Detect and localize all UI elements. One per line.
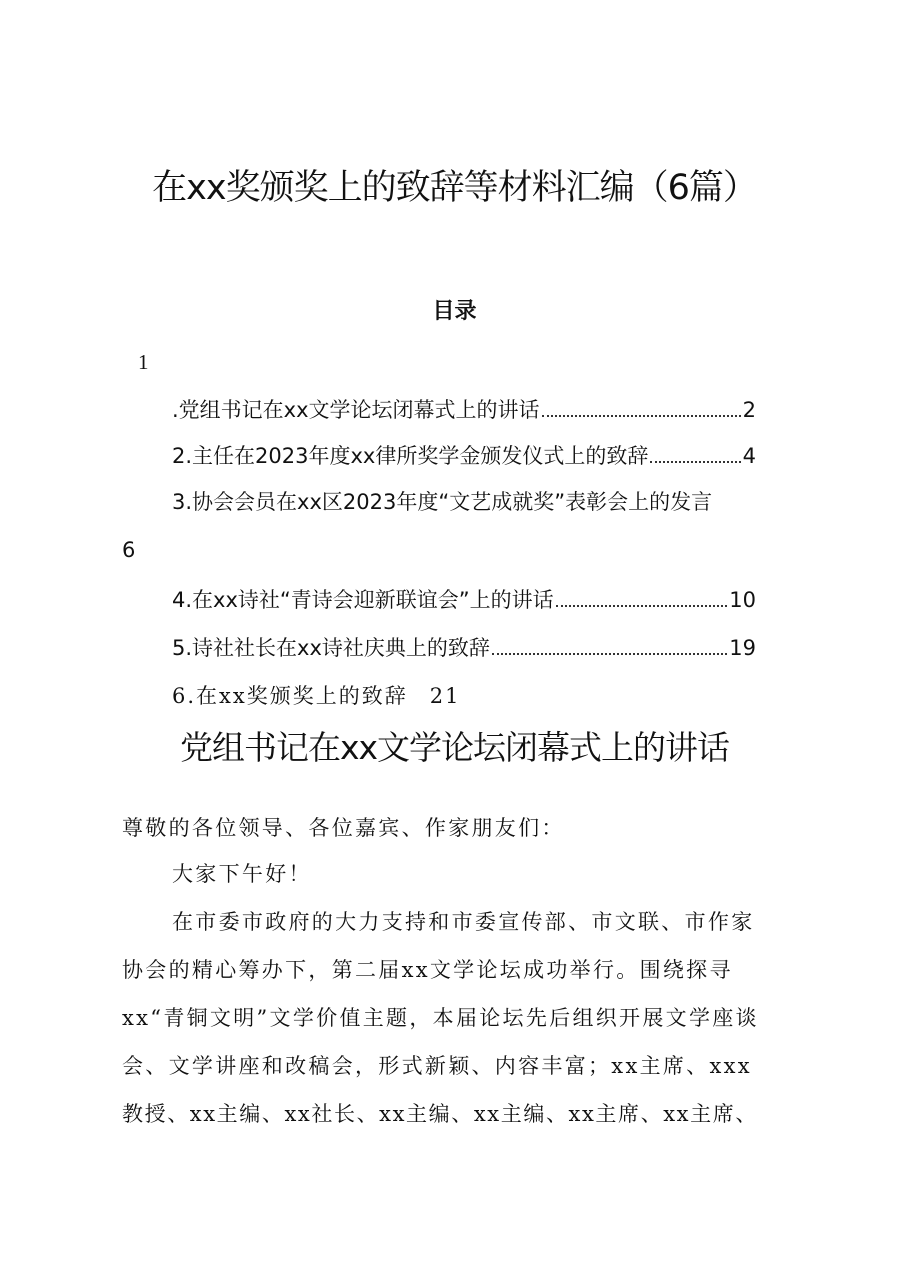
toc-entry-6[interactable] [172,680,460,710]
body-line: 会、文学讲座和改稿会，形式新颖、内容丰富；xx主席、xxx [122,1054,752,1078]
body-line: xx“青铜文明”文学价值主题，本届论坛先后组织开展文学座谈 [122,1006,759,1030]
body-line: 教授、xx主编、xx社长、xx主编、xx主编、xx主席、xx主席、 [122,1102,758,1126]
toc-entry-4[interactable] [172,584,756,614]
toc-entry-page: 19 [729,636,756,660]
toc-entry-page: 2 [742,398,756,422]
toc-entry-3-page: 6 [122,538,136,562]
toc-leader-dots [556,604,728,607]
toc-entry-5[interactable] [172,632,756,662]
toc-entry-page: 10 [729,588,756,612]
toc-entry-text: 5.诗社社长在xx诗社庆典上的致辞 [172,636,490,660]
section-title: 党组书记在xx文学论坛闭幕式上的讲话 [179,728,730,767]
greeting-line: 大家下午好！ [172,862,312,886]
body-line: 协会的精心筹办下，第二届xx文学论坛成功举行。围绕探寻 [122,958,733,982]
toc-entry-page: 21 [429,684,461,708]
toc-stray-number: 1 [138,350,149,374]
toc-entry-1[interactable] [172,394,756,424]
body-line: 在市委市政府的大力支持和市委宣传部、市文联、市作家 [172,910,755,934]
toc-entry-text: 3.协会会员在xx区2023年度“文艺成就奖”表彰会上的发言 [172,490,713,514]
toc-entry-page: 4 [742,444,756,468]
toc-entry-text: .党组书记在xx文学论坛闭幕式上的讲话 [172,398,540,422]
toc-entry-text: 2.主任在2023年度xx律所奖学金颁发仪式上的致辞 [172,444,649,468]
toc-entry-text: 6.在xx奖颁奖上的致辞 [172,684,408,708]
toc-entry-3[interactable] [172,486,712,516]
toc-leader-dots [492,652,727,655]
salutation-line: 尊敬的各位领导、各位嘉宾、作家朋友们： [122,816,565,840]
toc-entry-2[interactable] [172,440,756,470]
document-title: 在xx奖颁奖上的致辞等材料汇编（6篇） [152,168,757,208]
toc-heading: 目录 [432,298,477,324]
toc-entry-text: 4.在xx诗社“青诗会迎新联谊会”上的讲话 [172,588,554,612]
toc-leader-dots [650,460,740,463]
toc-leader-dots [542,414,741,417]
